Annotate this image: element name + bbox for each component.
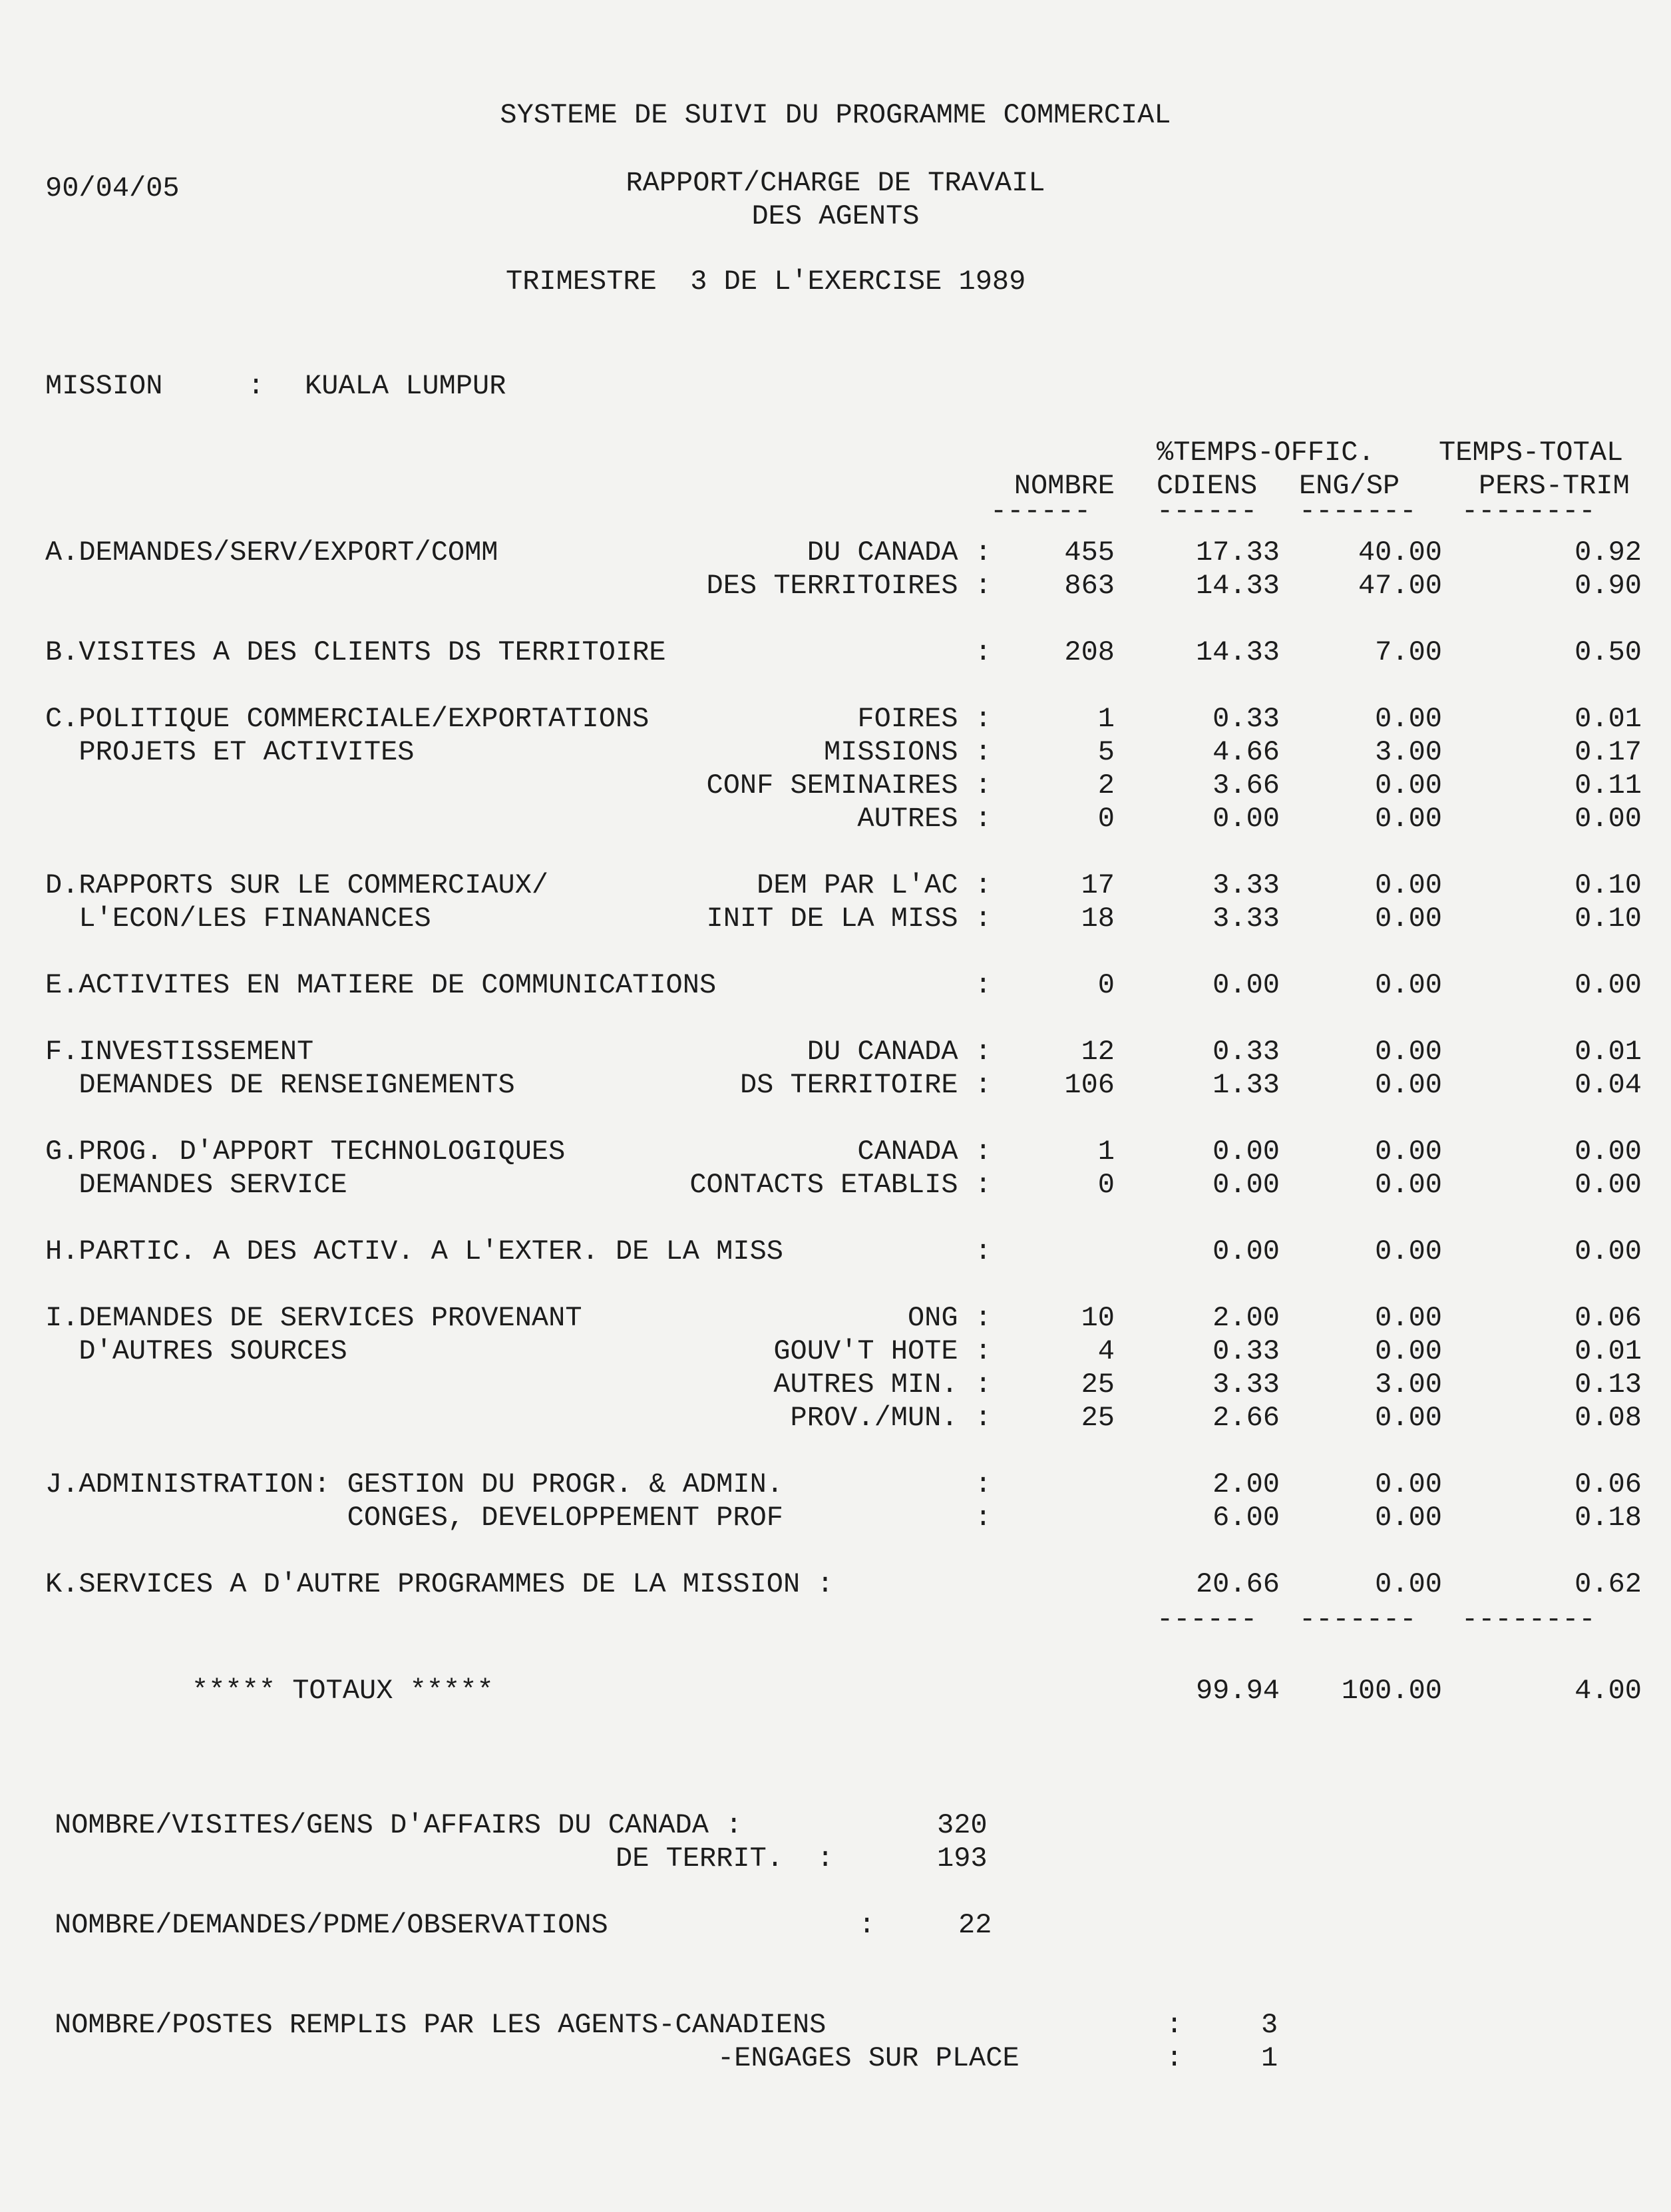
row-label: I.DEMANDES DE SERVICES PROVENANT <box>45 1302 582 1334</box>
row-pers-trim: 0.17 <box>1575 736 1642 768</box>
row-nombre: 5 <box>1097 736 1115 768</box>
row-cdiens: 17.33 <box>1195 537 1280 568</box>
col-header-nombre: NOMBRE <box>1014 470 1115 502</box>
row-label: DEMANDES DE RENSEIGNEMENTS <box>45 1069 515 1101</box>
row-sublabel: AUTRES MIN. : <box>773 1369 992 1401</box>
pdme-value: 22 <box>958 1909 992 1941</box>
report-subtitle-line2: DES AGENTS <box>751 200 920 232</box>
row-cdiens: 2.00 <box>1212 1468 1280 1500</box>
totals-cdiens: 99.94 <box>1195 1675 1280 1707</box>
row-sublabel: DU CANADA : <box>807 537 992 568</box>
col-rule-cdiens: ------ <box>1157 495 1258 527</box>
row-nombre: 0 <box>1097 969 1115 1001</box>
pdme-label: NOMBRE/DEMANDES/PDME/OBSERVATIONS <box>55 1909 608 1941</box>
engages-label: -ENGAGES SUR PLACE <box>717 2042 1020 2074</box>
row-pers-trim: 0.00 <box>1575 803 1642 835</box>
row-cdiens: 4.66 <box>1212 736 1280 768</box>
row-sublabel: FOIRES : <box>857 703 992 735</box>
postes-canadiens-value: 3 <box>1261 2009 1278 2041</box>
totals-engsp: 100.00 <box>1341 1675 1442 1707</box>
row-pers-trim: 0.08 <box>1575 1402 1642 1434</box>
visites-label: NOMBRE/VISITES/GENS D'AFFAIRS DU CANADA : <box>55 1809 743 1841</box>
row-nombre: 10 <box>1081 1302 1115 1334</box>
report-quarter: TRIMESTRE 3 DE L'EXERCISE 1989 <box>506 266 1026 298</box>
row-sublabel: DES TERRITOIRES : <box>706 570 992 602</box>
row-engsp: 0.00 <box>1375 1169 1442 1201</box>
mission-label: MISSION <box>45 370 163 402</box>
row-sublabel: : <box>974 969 992 1001</box>
row-nombre: 863 <box>1064 570 1115 602</box>
row-cdiens: 3.33 <box>1212 903 1280 935</box>
row-pers-trim: 0.92 <box>1575 537 1642 568</box>
row-nombre: 18 <box>1081 903 1115 935</box>
row-label: L'ECON/LES FINANANCES <box>45 903 431 935</box>
row-engsp: 0.00 <box>1375 1069 1442 1101</box>
col-header-pers-trim: PERS-TRIM <box>1479 470 1630 502</box>
row-engsp: 7.00 <box>1375 636 1442 668</box>
row-engsp: 0.00 <box>1375 703 1442 735</box>
row-cdiens: 0.00 <box>1212 1136 1280 1168</box>
row-pers-trim: 0.90 <box>1575 570 1642 602</box>
postes-engages-value: 1 <box>1261 2042 1278 2074</box>
row-nombre: 2 <box>1097 770 1115 801</box>
row-sublabel: AUTRES : <box>857 803 992 835</box>
row-cdiens: 0.33 <box>1212 1036 1280 1068</box>
mission-separator: : <box>248 370 265 402</box>
row-label: D.RAPPORTS SUR LE COMMERCIAUX/ <box>45 869 549 901</box>
row-engsp: 0.00 <box>1375 1402 1442 1434</box>
visites-territ-label: DE TERRIT. : <box>616 1843 834 1875</box>
row-nombre: 455 <box>1064 537 1115 568</box>
row-nombre: 106 <box>1064 1069 1115 1101</box>
row-sublabel: ONG : <box>907 1302 992 1334</box>
row-nombre: 208 <box>1064 636 1115 668</box>
row-engsp: 0.00 <box>1375 903 1442 935</box>
row-sublabel: CONF SEMINAIRES : <box>706 770 992 801</box>
row-label: DEMANDES SERVICE <box>45 1169 347 1201</box>
row-sublabel: MISSIONS : <box>823 736 992 768</box>
report-subtitle-line1: RAPPORT/CHARGE DE TRAVAIL <box>626 167 1045 199</box>
row-engsp: 0.00 <box>1375 969 1442 1001</box>
postes-label: NOMBRE/POSTES REMPLIS PAR LES AGENTS-CANADIENS <box>55 2009 827 2041</box>
row-cdiens: 0.33 <box>1212 1335 1280 1367</box>
col-rule-pers: -------- <box>1461 495 1596 527</box>
row-label: A.DEMANDES/SERV/EXPORT/COMM <box>45 537 498 568</box>
row-label: F.INVESTISSEMENT <box>45 1036 314 1068</box>
row-cdiens: 2.00 <box>1212 1302 1280 1334</box>
row-sublabel: : <box>974 1468 992 1500</box>
row-sublabel: : <box>974 1502 992 1534</box>
row-engsp: 3.00 <box>1375 1369 1442 1401</box>
row-label: CONGES, DEVELOPPEMENT PROF <box>45 1502 783 1534</box>
row-pers-trim: 0.00 <box>1575 969 1642 1001</box>
row-cdiens: 14.33 <box>1195 570 1280 602</box>
row-pers-trim: 0.18 <box>1575 1502 1642 1534</box>
col-header-temps-offic: %TEMPS-OFFIC. <box>1157 437 1375 469</box>
row-pers-trim: 0.13 <box>1575 1369 1642 1401</box>
row-nombre: 17 <box>1081 869 1115 901</box>
row-sublabel: CONTACTS ETABLIS : <box>689 1169 992 1201</box>
row-engsp: 0.00 <box>1375 1235 1442 1267</box>
row-pers-trim: 0.10 <box>1575 869 1642 901</box>
row-pers-trim: 0.62 <box>1575 1568 1642 1600</box>
row-sublabel: : <box>974 1235 992 1267</box>
row-cdiens: 0.00 <box>1212 1169 1280 1201</box>
row-pers-trim: 0.00 <box>1575 1136 1642 1168</box>
row-engsp: 0.00 <box>1375 1335 1442 1367</box>
row-sublabel: DS TERRITOIRE : <box>739 1069 992 1101</box>
report-date: 90/04/05 <box>45 172 180 204</box>
row-cdiens: 3.33 <box>1212 869 1280 901</box>
row-cdiens: 1.33 <box>1212 1069 1280 1101</box>
engages-separator: : <box>1166 2042 1183 2074</box>
row-engsp: 0.00 <box>1375 1136 1442 1168</box>
postes-separator: : <box>1166 2009 1183 2041</box>
row-cdiens: 0.00 <box>1212 969 1280 1001</box>
row-nombre: 25 <box>1081 1402 1115 1434</box>
row-cdiens: 6.00 <box>1212 1502 1280 1534</box>
col-header-engsp: ENG/SP <box>1299 470 1400 502</box>
pdme-separator: : <box>858 1909 876 1941</box>
row-pers-trim: 0.01 <box>1575 1335 1642 1367</box>
row-sublabel: INIT DE LA MISS : <box>706 903 992 935</box>
col-rule-engsp: ------- <box>1299 495 1417 527</box>
col-header-temps-total: TEMPS-TOTAL <box>1439 437 1624 469</box>
row-nombre: 0 <box>1097 1169 1115 1201</box>
row-sublabel: GOUV'T HOTE : <box>773 1335 992 1367</box>
row-label: J.ADMINISTRATION: GESTION DU PROGR. & ADMIN. <box>45 1468 783 1500</box>
row-cdiens: 2.66 <box>1212 1402 1280 1434</box>
row-engsp: 0.00 <box>1375 869 1442 901</box>
report-title: SYSTEME DE SUIVI DU PROGRAMME COMMERCIAL <box>500 99 1171 131</box>
row-engsp: 0.00 <box>1375 770 1442 801</box>
totals-pers: 4.00 <box>1575 1675 1642 1707</box>
total-rule-engsp: ------- <box>1299 1604 1417 1636</box>
row-cdiens: 0.33 <box>1212 703 1280 735</box>
visites-canada-value: 320 <box>937 1809 988 1841</box>
row-cdiens: 3.33 <box>1212 1369 1280 1401</box>
row-engsp: 0.00 <box>1375 1036 1442 1068</box>
row-sublabel: DEM PAR L'AC : <box>757 869 992 901</box>
col-header-cdiens: CDIENS <box>1157 470 1258 502</box>
row-engsp: 0.00 <box>1375 1568 1442 1600</box>
row-engsp: 0.00 <box>1375 1468 1442 1500</box>
row-nombre: 12 <box>1081 1036 1115 1068</box>
row-pers-trim: 0.06 <box>1575 1302 1642 1334</box>
row-engsp: 0.00 <box>1375 1302 1442 1334</box>
row-nombre: 1 <box>1097 1136 1115 1168</box>
col-rule-nombre: ------ <box>990 495 1091 527</box>
row-nombre: 1 <box>1097 703 1115 735</box>
row-sublabel: PROV./MUN. : <box>790 1402 992 1434</box>
row-pers-trim: 0.01 <box>1575 1036 1642 1068</box>
row-label: H.PARTIC. A DES ACTIV. A L'EXTER. DE LA MISS <box>45 1235 783 1267</box>
row-engsp: 0.00 <box>1375 803 1442 835</box>
totals-label: ***** TOTAUX ***** <box>192 1675 494 1707</box>
row-label: K.SERVICES A D'AUTRE PROGRAMMES DE LA MISSION : <box>45 1568 834 1600</box>
visites-territ-value: 193 <box>937 1843 988 1875</box>
row-pers-trim: 0.50 <box>1575 636 1642 668</box>
row-nombre: 4 <box>1097 1335 1115 1367</box>
row-cdiens: 20.66 <box>1195 1568 1280 1600</box>
row-cdiens: 14.33 <box>1195 636 1280 668</box>
row-nombre: 25 <box>1081 1369 1115 1401</box>
row-label: G.PROG. D'APPORT TECHNOLOGIQUES <box>45 1136 566 1168</box>
row-pers-trim: 0.10 <box>1575 903 1642 935</box>
total-rule-cdiens: ------ <box>1157 1604 1258 1636</box>
row-engsp: 40.00 <box>1358 537 1442 568</box>
row-cdiens: 0.00 <box>1212 1235 1280 1267</box>
row-pers-trim: 0.06 <box>1575 1468 1642 1500</box>
row-cdiens: 3.66 <box>1212 770 1280 801</box>
total-rule-pers: -------- <box>1461 1604 1596 1636</box>
row-sublabel: CANADA : <box>857 1136 992 1168</box>
row-engsp: 3.00 <box>1375 736 1442 768</box>
mission-value: KUALA LUMPUR <box>305 370 506 402</box>
row-cdiens: 0.00 <box>1212 803 1280 835</box>
row-nombre: 0 <box>1097 803 1115 835</box>
row-pers-trim: 0.04 <box>1575 1069 1642 1101</box>
row-label: D'AUTRES SOURCES <box>45 1335 347 1367</box>
row-label: B.VISITES A DES CLIENTS DS TERRITOIRE <box>45 636 666 668</box>
row-pers-trim: 0.00 <box>1575 1235 1642 1267</box>
row-pers-trim: 0.00 <box>1575 1169 1642 1201</box>
row-sublabel: DU CANADA : <box>807 1036 992 1068</box>
row-sublabel: : <box>974 636 992 668</box>
row-pers-trim: 0.01 <box>1575 703 1642 735</box>
row-label: E.ACTIVITES EN MATIERE DE COMMUNICATIONS <box>45 969 717 1001</box>
row-label: C.POLITIQUE COMMERCIALE/EXPORTATIONS <box>45 703 650 735</box>
row-pers-trim: 0.11 <box>1575 770 1642 801</box>
row-label: PROJETS ET ACTIVITES <box>45 736 415 768</box>
row-engsp: 0.00 <box>1375 1502 1442 1534</box>
row-engsp: 47.00 <box>1358 570 1442 602</box>
